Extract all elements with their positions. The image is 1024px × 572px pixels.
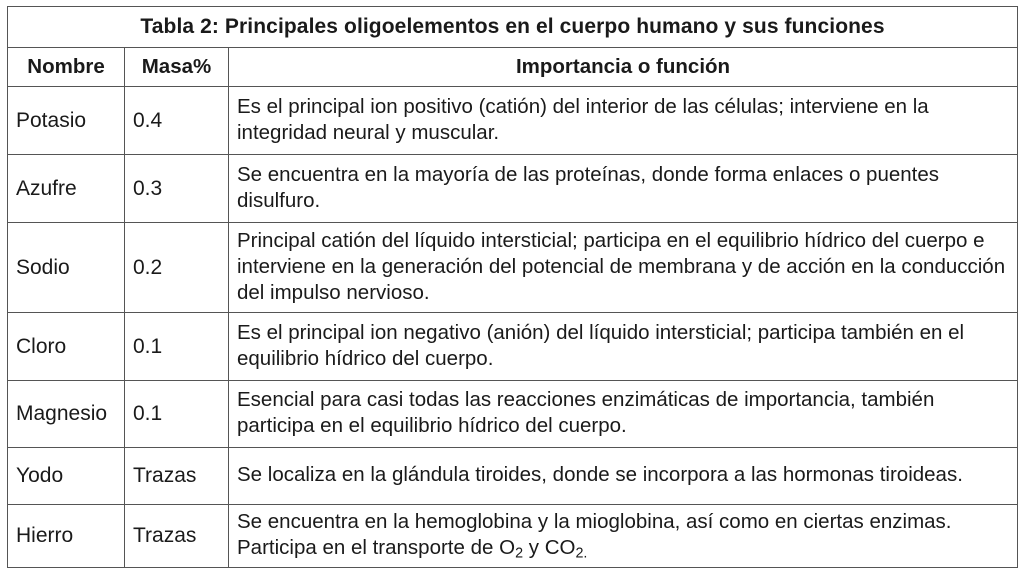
element-mass: 0.4 — [125, 87, 229, 155]
element-name: Cloro — [8, 313, 125, 381]
co2-formula: $CO_{2.}$ — [544, 536, 588, 562]
element-name: Magnesio — [8, 381, 125, 448]
o2-formula: $O_2$ — [499, 536, 524, 562]
title-row — [8, 7, 1018, 48]
table-row — [8, 223, 1018, 313]
header-mass: Masa% — [125, 48, 229, 87]
element-name: Potasio — [8, 87, 125, 155]
element-function — [229, 505, 1018, 568]
element-mass: 0.1 — [125, 381, 229, 448]
element-function: Es el principal ion positivo (catión) del interior de las células; interviene en la integridad neural y muscular. — [229, 87, 1018, 155]
element-name: Hierro — [8, 505, 125, 568]
table-row — [8, 87, 1018, 155]
element-mass: 0.3 — [125, 155, 229, 223]
table-row — [8, 381, 1018, 448]
element-mass: Trazas — [125, 505, 229, 568]
element-name: Sodio — [8, 223, 125, 313]
header-row — [8, 48, 1018, 87]
oligoelements-table-document — [7, 6, 1017, 566]
table-row — [8, 448, 1018, 505]
header-function: Importancia o función — [229, 48, 1018, 87]
element-function: Principal catión del líquido intersticial; participa en el equilibrio hídrico del cuerpo e interviene en la generación del potencial de membrana y de acción en la conducción del impulso nervioso. — [229, 223, 1018, 313]
element-mass: Trazas — [125, 448, 229, 505]
function-text: Se encuentra en la hemoglobina y la mioglobina, así como en ciertas enzimas. Participa en el transporte de — [237, 510, 952, 559]
table-row — [8, 155, 1018, 223]
element-mass: 0.1 — [125, 313, 229, 381]
element-name: Azufre — [8, 155, 125, 223]
element-function: Se localiza en la glándula tiroides, donde se incorpora a las hormonas tiroideas. — [229, 448, 1018, 505]
header-name: Nombre — [8, 48, 125, 87]
element-function: Esencial para casi todas las reacciones enzimáticas de importancia, también participa en el equilibrio hídrico del cuerpo. — [229, 381, 1018, 448]
table-title: Tabla 2: Principales oligoelementos en el cuerpo humano y sus funciones — [8, 7, 1018, 48]
table-row — [8, 313, 1018, 381]
element-function: Es el principal ion negativo (anión) del líquido intersticial; participa también en el equilibrio hídrico del cuerpo. — [229, 313, 1018, 381]
oligoelements-table — [7, 6, 1018, 568]
conjunction-text: y — [528, 536, 539, 559]
element-function: Se encuentra en la mayoría de las proteínas, donde forma enlaces o puentes disulfuro. — [229, 155, 1018, 223]
element-name: Yodo — [8, 448, 125, 505]
table-row — [8, 505, 1018, 568]
element-mass: 0.2 — [125, 223, 229, 313]
